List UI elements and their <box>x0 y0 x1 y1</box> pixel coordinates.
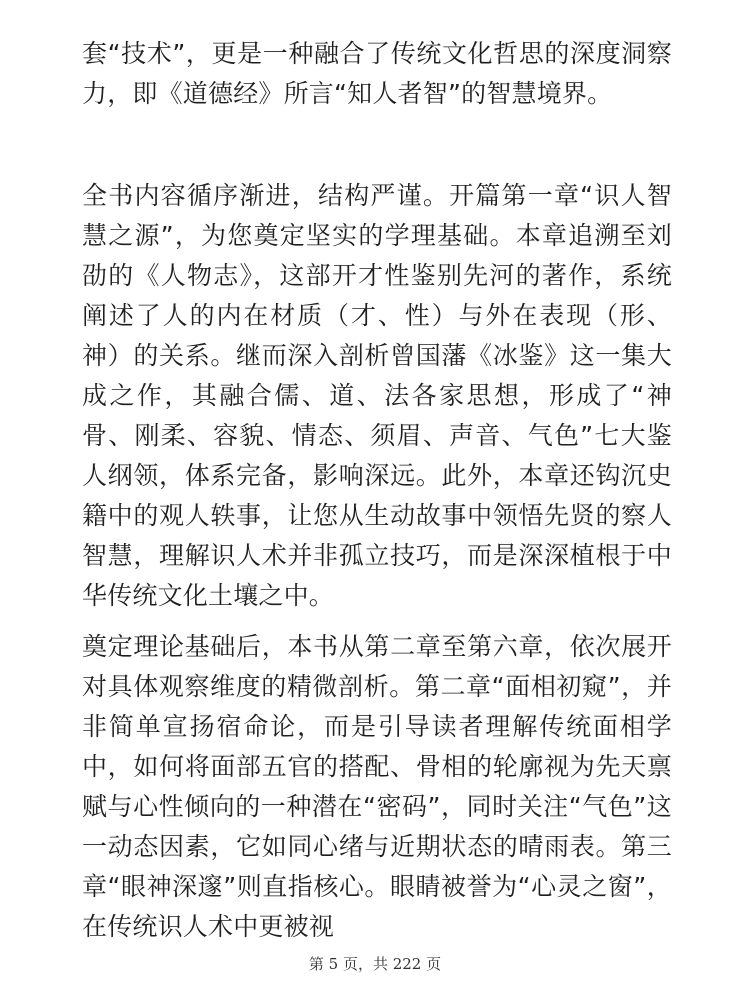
paragraph-1: 套“技术”，更是一种融合了传统文化哲思的深度洞察力，即《道德经》所言“知人者智”的智慧境界。 <box>82 39 672 108</box>
paragraph-2: 全书内容循序渐进，结构严谨。开篇第一章“识人智慧之源”，为您奠定坚实的学理基础。本章追溯至刘劭的《人物志》，这部开才性鉴别先河的著作，系统阐述了人的内在材质（才、性）与外在表现（形、神）的关系。继而深入剖析曾国藩《冰鉴》这一集大成之作，其融合儒、道、法各家思想，形成了“神骨、刚柔、容貌、情态、须眉、声音、气色”七大鉴人纲领，体系完备，影响深远。此外，本章还钩沉史籍中的观人轶事，让您从生动故事中领悟先贤的察人智慧，理解识人术并非孤立技巧，而是深深植根于中华传统文化土壤之中。 <box>82 181 672 610</box>
page-number-footer: 第 5 页，共 222 页 <box>308 955 442 973</box>
paragraph-3: 奠定理论基础后，本书从第二章至第六章，依次展开对具体观察维度的精微剖析。第二章“面相初窥”，并非简单宣扬宿命论，而是引导读者理解传统面相学中，如何将面部五官的搭配、骨相的轮廓视为先天禀赋与心性倾向的一种潜在“密码”，同时关注“气色”这一动态因素，它如同心绪与近期状态的晴雨表。第三章“眼神深邃”则直指核心。眼睛被誉为“心灵之窗”，在传统识人术中更被视 <box>82 632 672 941</box>
